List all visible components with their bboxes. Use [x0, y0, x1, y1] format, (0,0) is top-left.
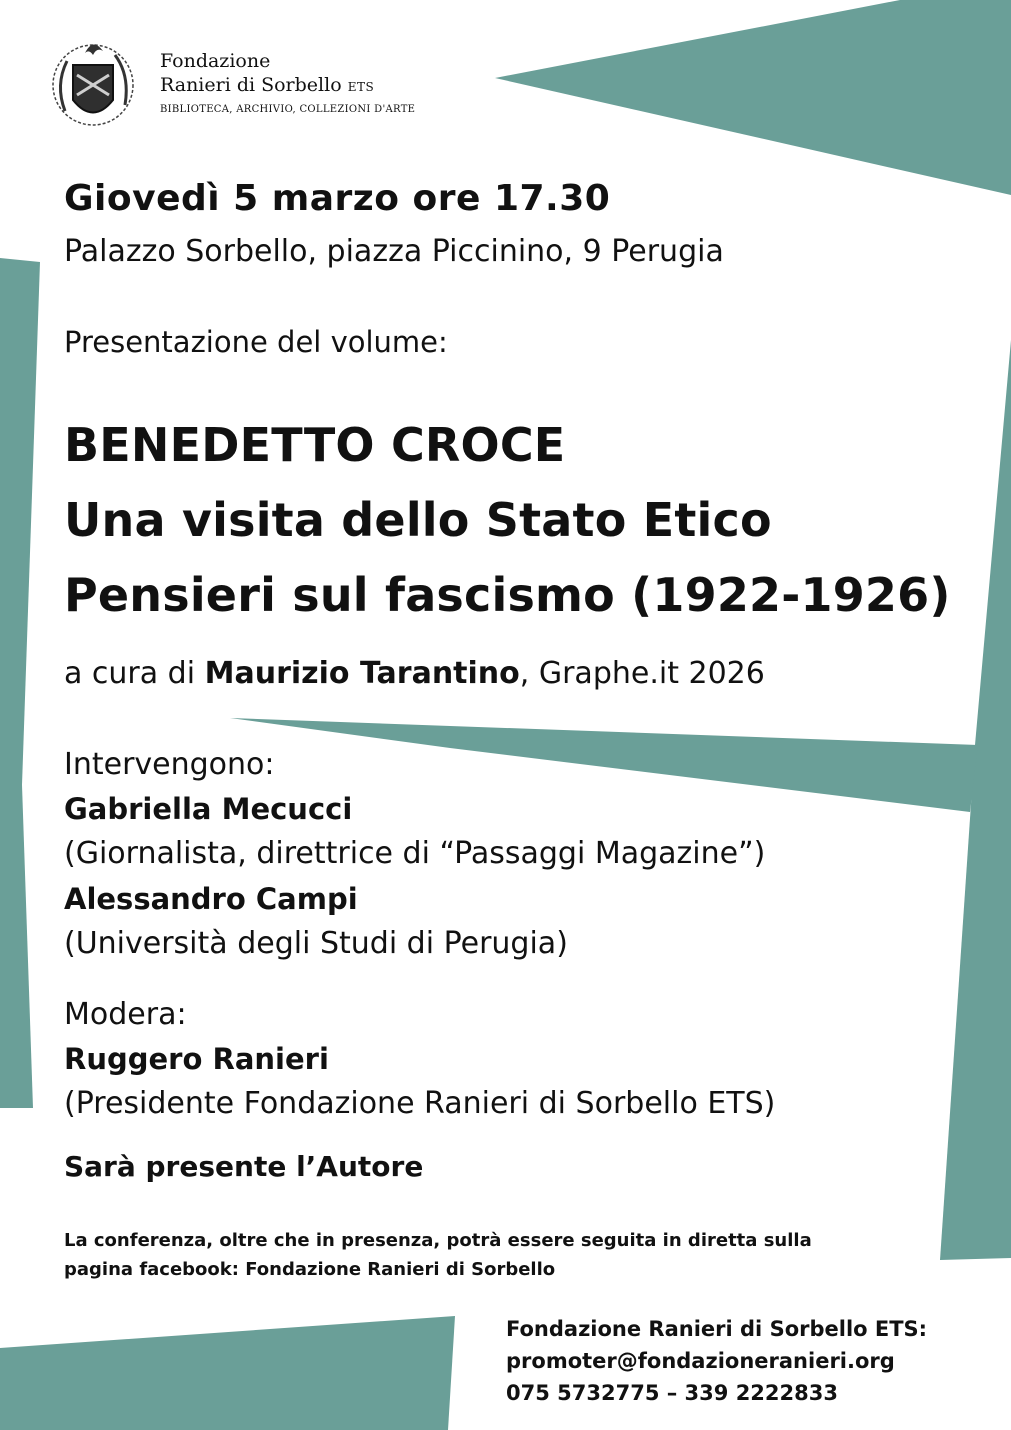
author-note: Sarà presente l’Autore — [64, 1150, 424, 1183]
speaker-role: (Giornalista, direttrice di “Passaggi Magazine”) — [64, 836, 766, 871]
contact-email: promoter@fondazioneranieri.org — [506, 1349, 895, 1373]
contact-org: Fondazione Ranieri di Sorbello ETS: — [506, 1317, 928, 1341]
logo-name: Ranieri di Sorbello — [160, 74, 342, 96]
logo-subtitle: BIBLIOTECA, ARCHIVIO, COLLEZIONI D'ARTE — [160, 104, 416, 115]
book-title-line-1: BENEDETTO CROCE — [64, 418, 566, 472]
logo-line-2 — [160, 72, 415, 100]
event-place: Palazzo Sorbello, piazza Piccinino, 9 Perugia — [64, 234, 724, 269]
speaker-name: Alessandro Campi — [64, 882, 358, 916]
logo-line-1: Fondazione — [160, 50, 271, 72]
streaming-note: La conferenza, oltre che in presenza, potrà essere seguita in diretta sulla pagina facebook: Fondazione Ranieri di Sorbello — [64, 1230, 812, 1280]
curator-prefix: a cura di — [64, 656, 196, 691]
contact-block — [506, 1313, 927, 1409]
speakers-label: Intervengono: — [64, 747, 275, 782]
logo-text — [160, 50, 415, 115]
event-date: Giovedì 5 marzo ore 17.30 — [64, 178, 611, 219]
curator-suffix: , Graphe.it 2026 — [519, 656, 765, 691]
moderator-label: Modera: — [64, 997, 187, 1032]
coat-of-arms-seal-icon — [45, 25, 145, 150]
moderator-role: (Presidente Fondazione Ranieri di Sorbello ETS) — [64, 1086, 776, 1121]
event-intro: Presentazione del volume: — [64, 325, 448, 359]
book-title-line-2: Una visita dello Stato Etico — [64, 493, 772, 547]
contact-phones: 075 5732775 – 339 2222833 — [506, 1381, 838, 1405]
moderator-name: Ruggero Ranieri — [64, 1042, 329, 1076]
logo-ets: ETS — [347, 80, 375, 94]
book-title-line-3: Pensieri sul fascismo (1922-1926) — [64, 568, 951, 622]
book-curator — [64, 656, 765, 691]
curator-name: Maurizio Tarantino — [204, 656, 520, 691]
speaker-role: (Università degli Studi di Perugia) — [64, 926, 568, 961]
speaker-name: Gabriella Mecucci — [64, 792, 353, 826]
